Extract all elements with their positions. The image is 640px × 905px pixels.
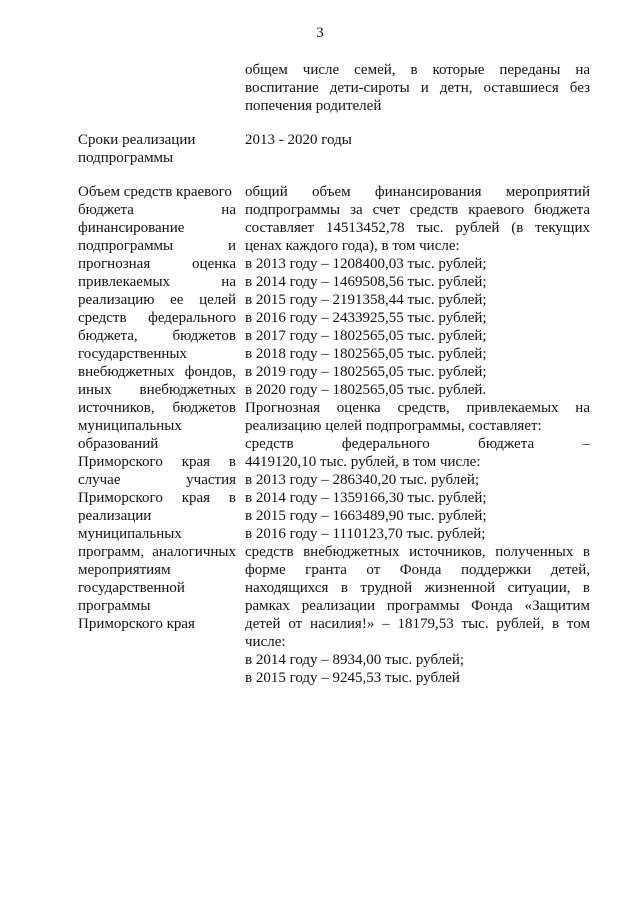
intro-text (245, 61, 590, 115)
funding-label-line: Объем средств краевого (78, 184, 232, 200)
funding-value-line: в 2013 году – 286340,20 тыс. рублей; (245, 472, 480, 488)
funding-label-line: финансирование (78, 220, 185, 236)
term-label-line: подпрограммы (78, 150, 174, 166)
funding-value-line: в 2015 году – 2191358,44 тыс. рублей; (245, 292, 487, 308)
funding-label-line: муниципальных (78, 418, 182, 434)
funding-label-line: бюджета на (78, 202, 236, 218)
funding-value-line: в 2016 году – 2433925,55 тыс. рублей; (245, 310, 487, 326)
funding-value-line: в 2015 году – 9245,53 тыс. рублей (245, 670, 460, 686)
funding-value-line: числе: (245, 634, 286, 650)
funding-value-line: в 2016 году – 1110123,70 тыс. рублей; (245, 526, 486, 542)
funding-value-line: средств федерального бюджета – (245, 436, 590, 452)
funding-value-line: в 2019 году – 1802565,05 тыс. рублей; (245, 364, 487, 380)
funding-label-line: средств федерального (78, 310, 236, 326)
funding-label-line: случае участия (78, 472, 236, 488)
funding-label-line: образований (78, 436, 159, 452)
funding-label-line: государственной (78, 580, 185, 596)
funding-label-line: привлекаемых на (78, 274, 236, 290)
funding-value (245, 183, 590, 687)
intro-line: воспитание дети-сироты и детн, оставшиеся без (245, 80, 590, 96)
funding-label-line: Приморского края в (78, 490, 236, 506)
funding-label-line: подпрограммы и (78, 238, 236, 254)
funding-value-line: общий объем финансирования мероприятий (245, 184, 590, 200)
funding-value-line: Прогнозная оценка средств, привлекаемых на (245, 400, 590, 416)
funding-value-line: в 2014 году – 1469508,56 тыс. рублей; (245, 274, 487, 290)
funding-value-line: детей от насилия!» – 18179,53 тыс. рублей, в том (245, 616, 590, 632)
funding-value-line: в 2018 году – 1802565,05 тыс. рублей; (245, 346, 487, 362)
funding-value-line: форме гранта от Фонда поддержки детей, (245, 562, 590, 578)
funding-value-line: средств внебюджетных источников, полученных в (245, 544, 590, 560)
funding-value-line: ценах каждого года), в том числе: (245, 238, 460, 254)
funding-label-line: программ, аналогичных (78, 544, 236, 560)
funding-label-line: Приморского края (78, 616, 195, 632)
term-label (78, 131, 236, 167)
funding-label-line: муниципальных (78, 526, 182, 542)
funding-label-line: иных внебюджетных (78, 382, 236, 398)
funding-label-line: государственных (78, 346, 187, 362)
funding-value-line: рамках реализации программы Фонда «Защитим (245, 598, 590, 614)
page-number: 3 (316, 25, 324, 41)
funding-label-line: реализацию ее целей (78, 292, 236, 308)
funding-label-line: Приморского края в (78, 454, 236, 470)
funding-value-line: составляет 14513452,78 тыс. рублей (в текущих (245, 220, 590, 236)
funding-value-line: в 2015 году – 1663489,90 тыс. рублей; (245, 508, 487, 524)
term-label-line: Сроки реализации (78, 132, 196, 148)
funding-value-line: в 2017 году – 1802565,05 тыс. рублей; (245, 328, 487, 344)
funding-value-line: реализацию целей подпрограммы, составляет: (245, 418, 542, 434)
term-value (245, 131, 590, 149)
term-value-line: 2013 - 2020 годы (245, 132, 352, 148)
funding-label-line: реализации (78, 508, 152, 524)
funding-value-line: находящихся в трудной жизненной ситуации, в (245, 580, 590, 596)
intro-line: попечения родителей (245, 98, 382, 114)
funding-label-line: программы (78, 598, 151, 614)
funding-label (78, 183, 236, 633)
funding-label-line: источников, бюджетов (78, 400, 236, 416)
funding-value-line: в 2013 году – 1208400,03 тыс. рублей; (245, 256, 487, 272)
funding-value-line: в 2014 году – 8934,00 тыс. рублей; (245, 652, 465, 668)
funding-value-line: в 2014 году – 1359166,30 тыс. рублей; (245, 490, 487, 506)
funding-value-line: подпрограммы за счет средств краевого бюджета (245, 202, 590, 218)
funding-label-line: внебюджетных фондов, (78, 364, 236, 380)
funding-value-line: 4419120,10 тыс. рублей, в том числе: (245, 454, 481, 470)
intro-line: общем числе семей, в которые переданы на (245, 62, 590, 78)
funding-label-line: бюджета, бюджетов (78, 328, 236, 344)
funding-label-line: мероприятиям (78, 562, 171, 578)
funding-label-line: прогнозная оценка (78, 256, 236, 272)
funding-value-line: в 2020 году – 1802565,05 тыс. рублей. (245, 382, 487, 398)
